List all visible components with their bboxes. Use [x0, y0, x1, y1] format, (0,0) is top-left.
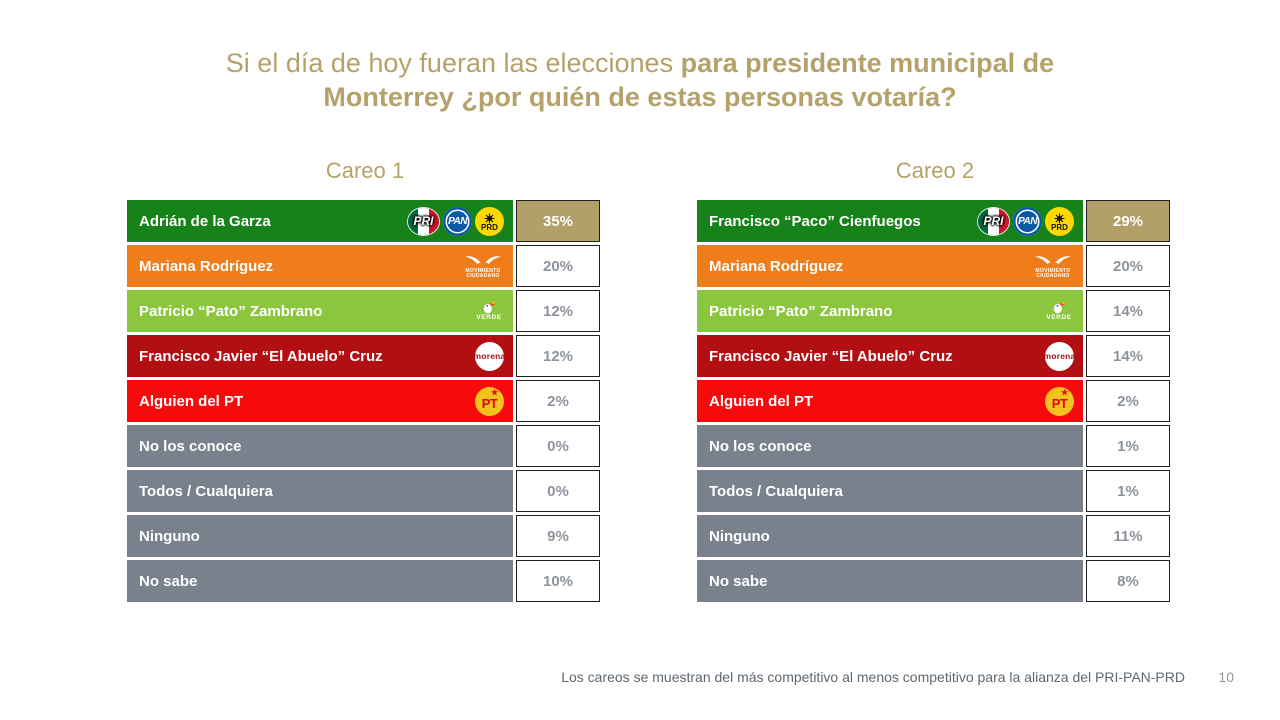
percentage-cell: 1% [1086, 425, 1170, 467]
morena-logo: morena [1045, 342, 1074, 371]
percentage-cell: 20% [1086, 245, 1170, 287]
mc-wordmark: MOVIMIENTO CIUDADANO [465, 267, 501, 279]
partido-verde-logo: VERDE [1044, 301, 1074, 321]
table-row [127, 425, 603, 467]
table-row [697, 380, 1173, 422]
party-logos [475, 387, 504, 416]
pt-star-icon: ★ [1060, 387, 1069, 397]
percentage-cell: 11% [1086, 515, 1170, 557]
page-number: 10 [1218, 669, 1234, 685]
candidate-name: Alguien del PT [139, 392, 244, 410]
prd-sun-icon [484, 213, 495, 224]
table-row [697, 200, 1173, 242]
percentage-cell: 35% [516, 200, 600, 242]
table-row [127, 290, 603, 332]
option-cell [697, 560, 1083, 602]
movimiento-ciudadano-logo [462, 253, 504, 280]
title-segment-regular: Si el día de hoy fueran las elecciones [225, 48, 681, 78]
candidate-cell [697, 200, 1083, 242]
option-label: Todos / Cualquiera [139, 482, 273, 500]
movimiento-ciudadano-logo [1032, 253, 1074, 280]
party-logos [475, 342, 504, 371]
option-label: No los conoce [709, 437, 812, 455]
option-label: Ninguno [139, 527, 200, 545]
title-line2: Monterrey ¿por quién de estas personas votaría? [323, 82, 957, 112]
option-cell [697, 425, 1083, 467]
candidate-cell [697, 380, 1083, 422]
party-logos [474, 301, 504, 321]
party-logos [407, 207, 504, 236]
title-segment-bold: para presidente municipal de [680, 48, 1055, 78]
table-row [127, 380, 603, 422]
candidate-name: Patricio “Pato” Zambrano [709, 302, 893, 320]
footnote: Los careos se muestran del más competitivo al menos competitivo para la alianza del PRI-PAN-PRD [561, 669, 1185, 685]
percentage-cell: 8% [1086, 560, 1170, 602]
toucan-icon [481, 301, 497, 314]
percentage-cell: 2% [1086, 380, 1170, 422]
option-label: No sabe [139, 572, 198, 590]
table-row [127, 245, 603, 287]
partido-verde-logo: VERDE [474, 301, 504, 321]
candidate-name: Patricio “Pato” Zambrano [139, 302, 323, 320]
mc-wordmark: MOVIMIENTO CIUDADANO [1035, 267, 1071, 279]
careo-2-title: Careo 2 [895, 158, 975, 183]
prd-sun-icon [1054, 213, 1065, 224]
option-cell [127, 470, 513, 512]
table-row [697, 560, 1173, 602]
candidate-name: Mariana Rodríguez [709, 257, 844, 275]
table-row [127, 200, 603, 242]
table-row [127, 335, 603, 377]
percentage-cell: 12% [516, 335, 600, 377]
prd-logo: PRD [475, 207, 504, 236]
table-row [697, 290, 1173, 332]
option-cell [697, 470, 1083, 512]
toucan-icon [1051, 301, 1067, 314]
percentage-cell: 14% [1086, 290, 1170, 332]
party-logos [1032, 253, 1074, 280]
mc-eagle-icon [1034, 253, 1072, 268]
table-row [127, 515, 603, 557]
percentage-cell: 1% [1086, 470, 1170, 512]
careo-2-table [697, 158, 1173, 605]
party-logos [462, 253, 504, 280]
option-label: Todos / Cualquiera [709, 482, 843, 500]
candidate-cell [127, 290, 513, 332]
candidate-cell [127, 245, 513, 287]
candidate-name: Mariana Rodríguez [139, 257, 274, 275]
pt-star-icon: ★ [490, 387, 499, 397]
party-logos [1044, 301, 1074, 321]
percentage-cell: 29% [1086, 200, 1170, 242]
prd-logo: PRD [1045, 207, 1074, 236]
candidate-name: Francisco Javier “El Abuelo” Cruz [709, 347, 953, 365]
option-label: No sabe [709, 572, 768, 590]
pan-logo: PAN [443, 207, 472, 236]
table-row [697, 470, 1173, 512]
percentage-cell: 9% [516, 515, 600, 557]
candidate-name: Alguien del PT [709, 392, 814, 410]
table-row [127, 560, 603, 602]
candidate-name: Francisco Javier “El Abuelo” Cruz [139, 347, 383, 365]
option-label: No los conoce [139, 437, 242, 455]
table-row [697, 425, 1173, 467]
percentage-cell: 2% [516, 380, 600, 422]
candidate-name: Adrián de la Garza [139, 212, 271, 230]
careo-1-table [127, 158, 603, 605]
table-row [697, 515, 1173, 557]
option-cell [127, 560, 513, 602]
percentage-cell: 0% [516, 425, 600, 467]
percentage-cell: 14% [1086, 335, 1170, 377]
percentage-cell: 12% [516, 290, 600, 332]
pt-logo: ★ PT [1045, 387, 1074, 416]
page-title [0, 46, 1280, 114]
candidate-cell [127, 200, 513, 242]
percentage-cell: 10% [516, 560, 600, 602]
option-cell [127, 425, 513, 467]
party-logos [977, 207, 1074, 236]
option-cell [127, 515, 513, 557]
option-cell [697, 515, 1083, 557]
pri-logo: PRI [977, 207, 1010, 236]
candidate-cell [697, 245, 1083, 287]
candidate-cell [127, 380, 513, 422]
morena-logo: morena [475, 342, 504, 371]
pri-logo: PRI [407, 207, 440, 236]
candidate-cell [127, 335, 513, 377]
pan-logo: PAN [1013, 207, 1042, 236]
careo-1-title: Careo 1 [325, 158, 405, 183]
mc-eagle-icon [464, 253, 502, 268]
party-logos [1045, 342, 1074, 371]
table-row [697, 335, 1173, 377]
pt-logo: ★ PT [475, 387, 504, 416]
candidate-cell [697, 290, 1083, 332]
percentage-cell: 20% [516, 245, 600, 287]
table-row [697, 245, 1173, 287]
table-row [127, 470, 603, 512]
candidate-name: Francisco “Paco” Cienfuegos [709, 212, 921, 230]
option-label: Ninguno [709, 527, 770, 545]
party-logos [1045, 387, 1074, 416]
candidate-cell [697, 335, 1083, 377]
percentage-cell: 0% [516, 470, 600, 512]
